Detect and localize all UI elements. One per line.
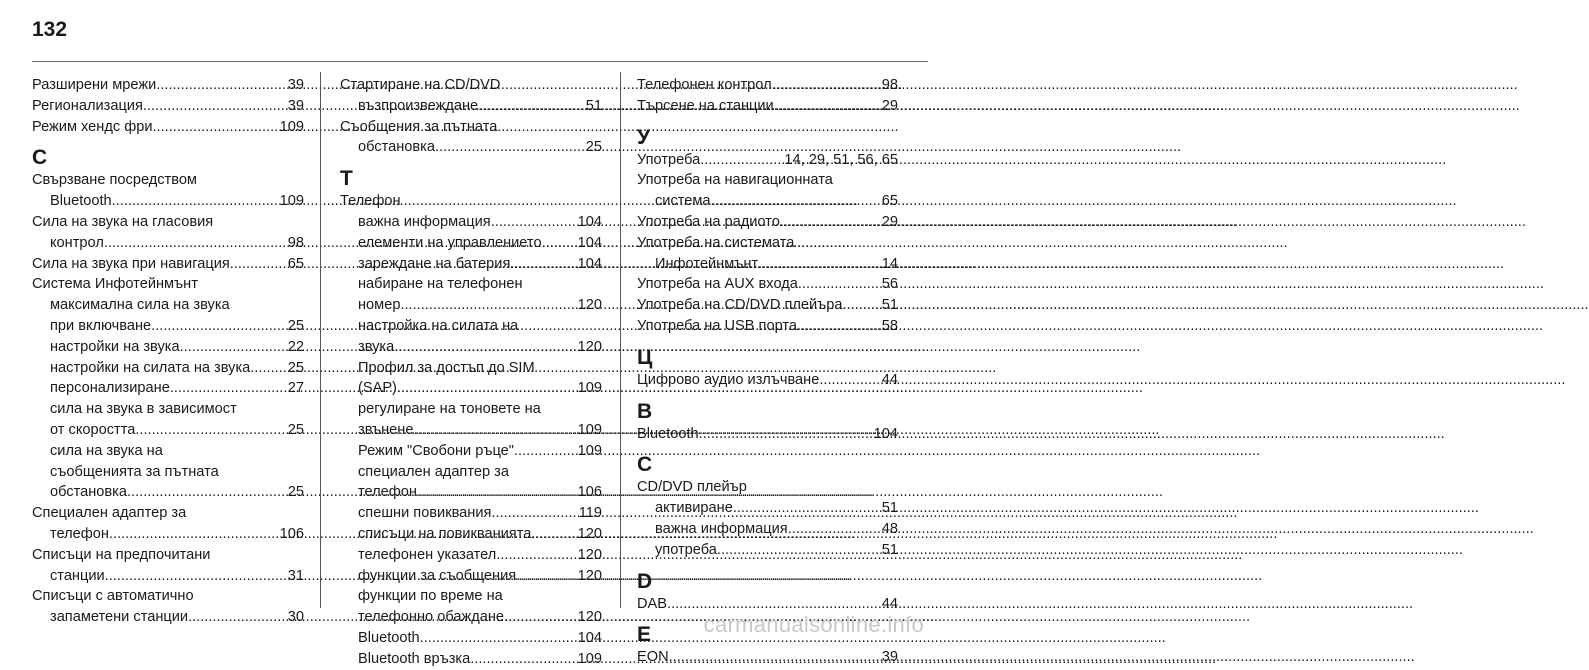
index-entry-page: 14, 29, 51, 56, 65 <box>784 151 898 168</box>
index-entry-label: спешни повиквания <box>358 505 492 522</box>
index-entry-label: зареждане на батерия <box>358 255 511 272</box>
index-entry <box>32 378 304 399</box>
index-entry-page: 104 <box>873 425 898 442</box>
index-entry <box>340 545 602 566</box>
index-entry-page: 106 <box>279 525 304 542</box>
index-entry-label: Употреба на CD/DVD плейъра <box>637 297 843 314</box>
index-entry-page: 98 <box>287 234 304 251</box>
watermark: carmanualsonline.info <box>703 612 924 637</box>
index-entry-label: Режим "Свобони ръце" <box>358 442 514 459</box>
index-term: настройка на силата на <box>358 317 519 334</box>
index-entry-label: номер <box>358 297 401 314</box>
dot-leader <box>435 137 586 158</box>
index-entry <box>637 519 898 540</box>
index-entry <box>637 254 898 275</box>
dot-leader <box>153 117 280 138</box>
dot-leader <box>250 358 287 379</box>
index-entry <box>32 337 304 358</box>
index-entry-label: настройки на силата на звука <box>50 359 251 376</box>
index-entry <box>340 607 602 628</box>
index-entry-page: 104 <box>577 629 602 646</box>
index-entry <box>32 96 304 117</box>
index-entry <box>340 420 602 441</box>
index-entry <box>637 212 898 233</box>
index-entry <box>637 150 898 171</box>
index-entry-page: 29 <box>881 97 898 114</box>
dot-leader <box>504 607 578 628</box>
index-entry-label: важна информация <box>358 213 491 230</box>
dot-leader <box>151 316 288 337</box>
index-term: Стартиране на CD/DVD <box>340 77 501 93</box>
index-entry <box>340 337 602 358</box>
index-entry <box>340 524 602 545</box>
index-entry-page: 30 <box>287 609 304 626</box>
index-column-1 <box>32 75 304 628</box>
index-entry-page: 104 <box>577 255 602 272</box>
dot-leader <box>780 212 882 233</box>
index-entry <box>637 498 898 519</box>
index-entry-page: 25 <box>287 317 304 334</box>
dot-leader <box>413 420 577 441</box>
index-entry <box>32 524 304 545</box>
index-term: Употреба на навигационната <box>637 172 833 189</box>
index-term: Списъци на предпочитани <box>32 546 211 563</box>
index-entry-page: 109 <box>577 650 602 667</box>
index-entry-label: настройки на звука <box>50 338 180 355</box>
index-entry-label: телефон <box>50 525 109 542</box>
index-entry-page: 119 <box>578 505 602 522</box>
index-entry <box>32 607 304 628</box>
dot-leader <box>104 233 288 254</box>
index-entry-page: 120 <box>577 338 602 355</box>
index-entry <box>32 191 304 212</box>
dot-leader <box>798 274 882 295</box>
index-entry-page: 109 <box>279 118 304 135</box>
index-entry <box>637 96 898 117</box>
index-term: Съобщения за пътната <box>340 118 498 135</box>
index-entry <box>637 647 898 668</box>
index-entry <box>32 316 304 337</box>
dot-leader <box>733 498 882 519</box>
index-entry-page: 120 <box>577 297 602 314</box>
index-entry-label: система <box>655 193 711 210</box>
index-entry-page: 104 <box>577 234 602 251</box>
index-entry-page: 22 <box>287 338 304 355</box>
index-entry-page: 25 <box>287 421 304 438</box>
index-entry-label: Регионализация <box>32 97 143 114</box>
index-entry <box>32 566 304 587</box>
dot-leader <box>135 420 287 441</box>
dot-leader <box>516 566 578 587</box>
index-entry-label: (SAP) <box>358 380 397 397</box>
index-entry <box>32 358 304 379</box>
index-entry-page: 25 <box>287 484 304 501</box>
index-entry-page: 31 <box>287 567 304 584</box>
header-rule <box>32 61 928 62</box>
index-term: регулиране на тоновете на <box>358 401 541 418</box>
dot-leader <box>417 482 578 503</box>
dot-leader <box>699 424 874 445</box>
dot-leader <box>491 503 578 524</box>
index-term: съобщенията за пътната <box>50 463 219 480</box>
index-entry-label: обстановка <box>358 139 435 156</box>
index-entry-label: важна информация <box>655 520 788 537</box>
index-entry-page: 51 <box>881 541 898 558</box>
index-entry <box>637 370 898 391</box>
index-entry-page: 39 <box>287 77 304 93</box>
index-term: Списъци с автоматично <box>32 588 194 605</box>
dot-leader <box>772 75 882 96</box>
index-term: CD/DVD плейър <box>637 479 747 496</box>
index-entry <box>340 503 602 524</box>
index-entry-page: 104 <box>577 213 602 230</box>
index-entry-label: възпроизвеждане <box>358 97 479 114</box>
column-divider <box>620 72 621 608</box>
index-entry <box>340 566 602 587</box>
index-entry-label: Bluetooth <box>637 425 699 442</box>
index-entry-label: телефонно обаждане <box>358 609 505 626</box>
dot-leader <box>143 96 288 117</box>
index-entry-page: 44 <box>881 371 898 388</box>
dot-leader <box>470 649 577 670</box>
index-term: специален адаптер за <box>358 463 509 480</box>
index-entry-label: Употреба на AUX входа <box>637 276 798 293</box>
index-entry-label: Употреба на радиото <box>637 213 780 230</box>
index-entry-page: 109 <box>279 193 304 210</box>
dot-leader <box>542 233 578 254</box>
index-entry-label: Режим хендс фри <box>32 118 153 135</box>
index-letter-heading: E <box>637 623 652 647</box>
index-entry-page: 14 <box>881 255 898 272</box>
column-divider <box>320 72 321 608</box>
index-entry <box>340 212 602 233</box>
index-letter-heading: D <box>637 569 653 593</box>
index-letter-heading: У <box>637 125 651 149</box>
index-entry-page: 109 <box>577 380 602 397</box>
index-entry <box>340 254 602 275</box>
dot-leader <box>188 607 288 628</box>
index-entry-label: обстановка <box>50 484 127 501</box>
index-entry-label: активиране <box>655 500 733 517</box>
index-entry-page: 25 <box>585 139 602 156</box>
dot-leader <box>127 482 288 503</box>
dot-leader <box>700 150 784 171</box>
index-entry-label: Сила на звука при навигация <box>32 255 230 272</box>
dot-leader <box>819 370 881 391</box>
index-entry-label: контрол <box>50 234 104 251</box>
index-term: Профил за достъп до SIM <box>358 359 535 376</box>
index-entry-page: 56 <box>881 276 898 293</box>
dot-leader <box>491 212 578 233</box>
dot-leader <box>156 75 287 96</box>
dot-leader <box>170 378 288 399</box>
index-entry-label: Цифрово аудио излъчване <box>637 371 820 388</box>
index-entry-label: Употреба на USB порта <box>637 317 798 334</box>
dot-leader <box>788 519 882 540</box>
index-entry-page: 58 <box>881 317 898 334</box>
index-entry <box>32 482 304 503</box>
page-number: 132 <box>32 18 68 41</box>
index-entry-page: 39 <box>287 97 304 114</box>
index-term: Употреба на системата <box>637 234 795 251</box>
dot-leader <box>400 295 577 316</box>
dot-leader <box>514 441 578 462</box>
index-term: сила на звука на <box>50 442 163 459</box>
index-entry <box>32 254 304 275</box>
dot-leader <box>112 191 280 212</box>
dot-leader <box>478 96 586 117</box>
index-entry <box>340 295 602 316</box>
index-entry <box>32 420 304 441</box>
dot-leader <box>105 566 288 587</box>
dot-leader <box>230 254 288 275</box>
index-entry-page: 65 <box>287 255 304 272</box>
dot-leader <box>394 337 577 358</box>
dot-leader <box>397 378 578 399</box>
index-entry-label: DAB <box>637 595 668 612</box>
index-entry <box>340 96 602 117</box>
index-entry <box>637 191 898 212</box>
index-entry <box>340 649 602 670</box>
index-entry-label: елементи на управлението <box>358 234 542 251</box>
index-term: максимална сила на звука <box>50 297 230 314</box>
dot-leader <box>531 524 577 545</box>
index-entry <box>340 378 602 399</box>
index-entry-page: 51 <box>881 297 898 314</box>
dot-leader <box>109 524 280 545</box>
index-entry-page: 109 <box>577 421 602 438</box>
index-entry <box>637 540 898 561</box>
index-entry-page: 51 <box>881 500 898 517</box>
index-entry-label: персонализиране <box>50 380 170 397</box>
index-entry <box>637 295 898 316</box>
index-entry <box>637 274 898 295</box>
index-entry-page: 29 <box>881 213 898 230</box>
index-entry-page: 65 <box>881 193 898 210</box>
index-letter-heading: B <box>637 399 653 423</box>
index-entry <box>340 233 602 254</box>
index-entry-page: 44 <box>881 595 898 612</box>
dot-leader <box>843 295 882 316</box>
index-entry-label: Bluetooth връзка <box>358 650 471 667</box>
index-entry-label: Разширени мрежи <box>32 77 157 93</box>
index-entry <box>340 441 602 462</box>
index-term: функции по време на <box>358 588 503 605</box>
index-entry-label: запаметени станции <box>50 609 189 626</box>
index-entry-page: 120 <box>577 525 602 542</box>
index-entry-label: EON <box>637 649 669 666</box>
index-entry-page: 120 <box>577 567 602 584</box>
index-entry <box>637 424 898 445</box>
dot-leader <box>774 96 882 117</box>
index-entry-label: Bluetooth <box>358 629 420 646</box>
index-entry-label: звука <box>358 338 395 355</box>
index-entry <box>340 137 602 158</box>
index-entry-label: при включване <box>50 317 152 334</box>
index-entry-page: 48 <box>881 520 898 537</box>
index-entry <box>340 482 602 503</box>
index-entry-label: Инфотейнмънт <box>655 255 759 272</box>
dot-leader <box>510 254 577 275</box>
dot-leader <box>420 628 578 649</box>
index-entry-page: 51 <box>585 97 602 114</box>
index-entry-label: Bluetooth <box>50 193 112 210</box>
index-entry <box>637 75 898 96</box>
index-entry-label: функции за съобщения <box>358 567 517 584</box>
dot-leader <box>758 254 882 275</box>
index-term: сила на звука в зависимост <box>50 401 237 418</box>
index-entry-label: станции <box>50 567 105 584</box>
index-entry-page: 39 <box>881 649 898 666</box>
dot-leader <box>180 337 288 358</box>
index-entry-label: списъци на повикванията <box>358 525 532 542</box>
index-entry <box>637 316 898 337</box>
index-letter-heading: Т <box>340 167 353 191</box>
index-entry-label: Употреба <box>637 151 701 168</box>
index-term: Свързване посредством <box>32 172 197 189</box>
index-entry-page: 109 <box>577 442 602 459</box>
index-term: Телефон <box>340 193 401 210</box>
index-letter-heading: С <box>32 146 48 170</box>
index-entry-label: звънене <box>358 421 414 438</box>
index-entry <box>32 75 304 96</box>
index-entry-label: от скоростта <box>50 421 136 438</box>
index-column-3 <box>637 75 898 668</box>
index-term: Специален адаптер за <box>32 505 187 522</box>
dot-leader <box>669 647 882 668</box>
index-column-2 <box>340 75 602 670</box>
dot-leader <box>496 545 577 566</box>
index-entry <box>32 233 304 254</box>
index-entry-label: Търсене на станции <box>637 97 774 114</box>
index-entry <box>340 628 602 649</box>
index-entry-label: телефонен указател <box>358 546 497 563</box>
dot-leader <box>797 316 882 337</box>
index-entry <box>32 117 304 138</box>
index-entry-page: 27 <box>287 380 304 397</box>
index-entry-label: телефон <box>358 484 417 501</box>
index-term: Система Инфотейнмънт <box>32 276 198 293</box>
index-entry-page: 98 <box>881 77 898 93</box>
index-entry-page: 106 <box>577 484 602 501</box>
index-letter-heading: Ц <box>637 345 653 369</box>
index-entry-page: 120 <box>577 609 602 626</box>
dot-leader <box>711 191 882 212</box>
index-entry-page: 25 <box>287 359 304 376</box>
index-term: Сила на звука на гласовия <box>32 213 214 230</box>
dot-leader <box>717 540 882 561</box>
index-letter-heading: C <box>637 453 653 477</box>
index-entry-page: 120 <box>577 546 602 563</box>
index-term: набиране на телефонен <box>358 276 523 293</box>
index-entry-label: Телефонен контрол <box>637 77 772 93</box>
index-entry-label: употреба <box>655 541 717 558</box>
